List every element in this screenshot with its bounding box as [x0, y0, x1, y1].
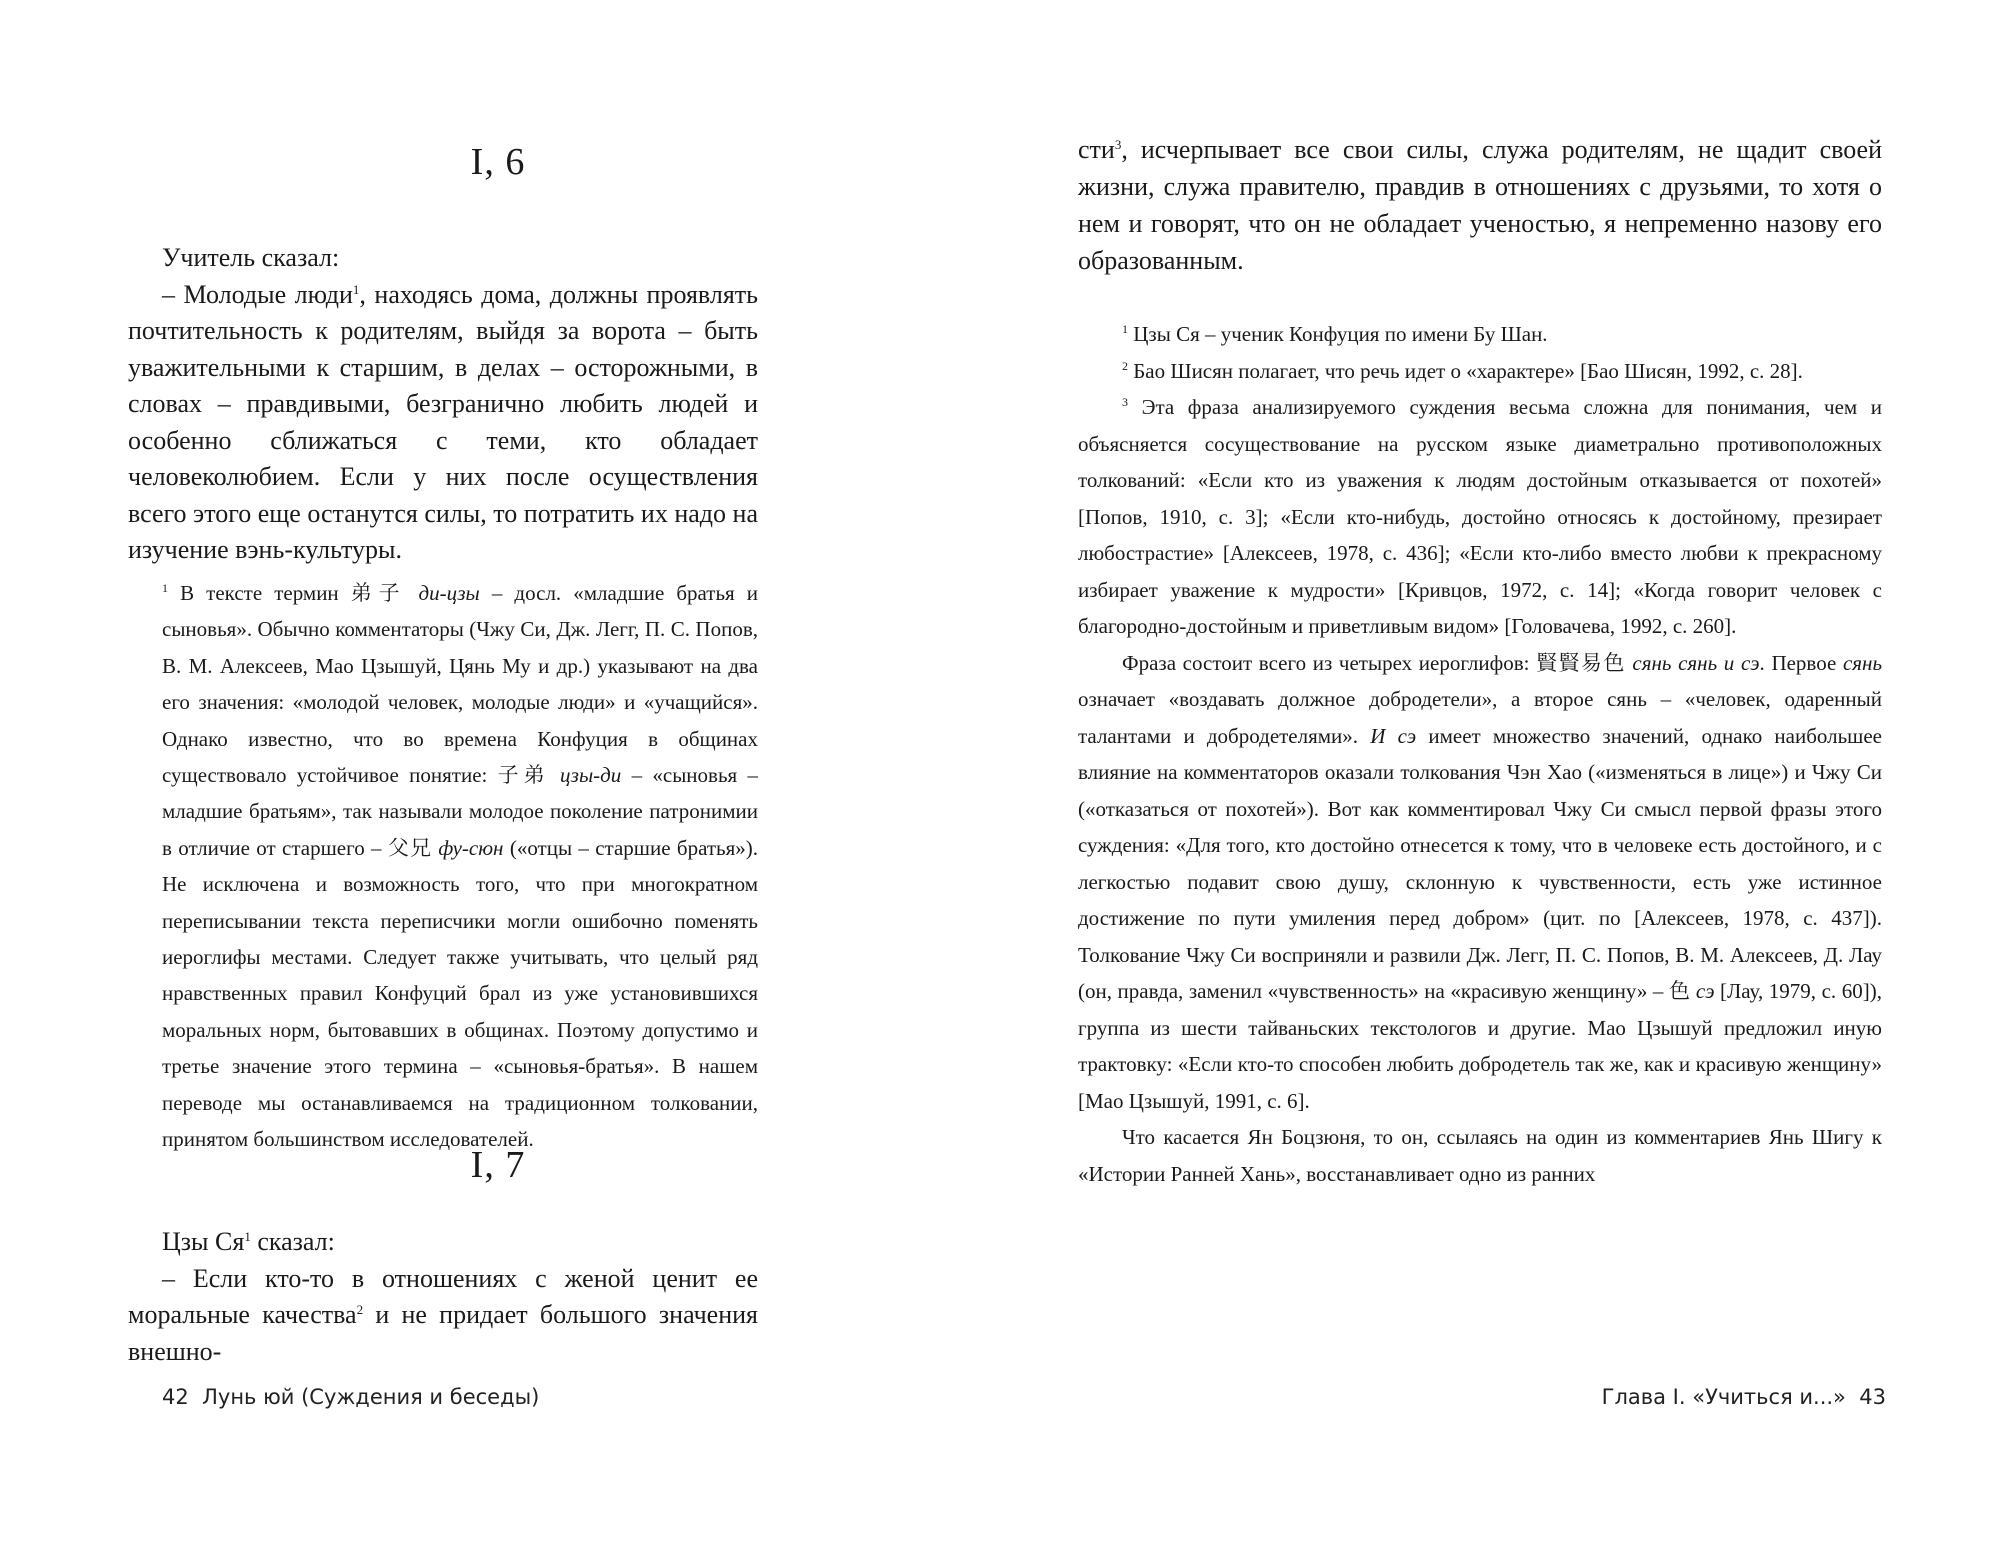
page-footer	[162, 1385, 539, 1409]
page-number: 43	[1859, 1385, 1886, 1409]
footnote-ref: 1	[244, 1229, 251, 1244]
running-title: Лунь юй (Суждения и беседы)	[202, 1385, 540, 1409]
section-heading: I, 6	[470, 141, 526, 183]
quote-paragraph: – Молодые люди$^1$, находясь дома, должны проявлять почтительность к родителям, выйдя за ворота – быть уважительными к старшим, в делах – осторожными, в словах – правдивыми, безгранично любить людей и особенно сближаться с теми, кто обладает человеколюбием. Если у них после осуществления всего этого еще останутся силы, то потратить их надо на изучение вэнь-культуры.	[128, 279, 758, 564]
page-footer	[1602, 1385, 1886, 1409]
footnote-1: $^1$ В тексте термин 弟子 ди-цзы – досл. «младшие братья и сыновья». Обычно комментаторы (Чжу Си, Дж. Легг, П. С. Попов, В. М. Алексеев, Мао Цзышуй, Цянь Му и др.) указывают на два его значения: «молодой человек, молодые люди» и «учащийся». Однако известно, что во времена Конфуция в общинах существовало устойчивое понятие: 子弟 цзы-ди – «сыновья – младшие братьям», так называли молодое поколение патронимии в отличие от старшего – 父兄 фу-сюн («отцы – старшие братья»). Не исключена и возможность того, что при многократном переписывании текста переписчики могли ошибочно поменять иероглифы местами. Следует также учитывать, что целый ряд нравственных правил Конфуций брал из уже установившихся моральных норм, бытовавших в общинах. Поэтому допустимо и третье значение этого термина – «сыновья-братья». В нашем переводе мы останавливаемся на традиционном толковании, принятом большинством исследователей.	[162, 581, 759, 1152]
footnotes-block	[1078, 316, 1882, 1192]
page-number: 42	[162, 1385, 189, 1409]
footnote-ref: 1	[352, 281, 360, 297]
footnote-2: $^2$ Бао Шисян полагает, что речь идет о «характере» [Бао Шисян, 1992, с. 28].	[1122, 358, 1803, 383]
running-title: Глава I. «Учиться и...»	[1601, 1385, 1846, 1409]
chinese-characters: 子弟	[497, 763, 550, 788]
footnote-ref: 3	[1114, 137, 1122, 152]
footnote-ref: 2	[356, 1302, 364, 1317]
chinese-characters: 賢賢易色	[1536, 650, 1626, 675]
footnote-block	[162, 575, 758, 1158]
continuation-text: сти$^3$, исчерпывает все свои силы, служа родителям, не щадит своей жизни, служа правителю, правдив в отношениях с друзьями, то хотя о нем и говорят, что он не обладает ученостью, я непременно назову его образованным.	[1078, 135, 1882, 275]
speaker-line: Цзы $Ся^1$ сказал:	[162, 1227, 335, 1256]
footnote-marker: 1	[162, 581, 168, 595]
main-text-block	[128, 1224, 758, 1370]
quote-paragraph: – Если кто-то в отношениях с женой ценит ее моральные качества$^2$ и не придает большого значения внешно-	[128, 1263, 758, 1366]
section-heading: I, 7	[470, 1144, 526, 1186]
footnote-paragraph: Фраза состоит всего из четырех иероглифов: 賢賢易色 сянь сянь и сэ. Первое сянь означает «воздавать должное добродетели», а второе сянь – «человек, одаренный талантами и добродетелями». И сэ имеет множество значений, однако наибольшее влияние на комментаторов оказали толкования Чэн Хао («изменяться в лице») и Чжу Си («отказаться от похотей»). Вот как комментировал Чжу Си смысл первой фразы этого суждения: «Для того, кто достойно отнесется к тому, что в человеке есть достойного, и с легкостью подавит свою душу, склонную к чувственности, есть уже истинное достижение по пути умиления перед добром» (цит. по [Алексеев, 1978, с. 437]). Толкование Чжу Си восприняли и развили Дж. Легг, П. С. Попов, В. М. Алексеев, Д. Лау (он, правда, заменил «чувственность» на «красивую женщину» – 色 сэ [Лау, 1979, с. 60]), группа из шести тайваньских текстологов и другие. Мао Цзышуй предложил иную трактовку: «Если кто-то способен любить добродетель так же, как и красивую женщину» [Мао Цзышуй, 1991, с. 6].	[1078, 650, 1882, 1113]
chinese-characters: 弟子	[350, 581, 407, 605]
left-page	[0, 0, 996, 1556]
footnote-3: $^3$ Эта фраза анализируемого суждения весьма сложна для понимания, чем и объясняется сосуществование на русском языке диаметрально противоположных толкований: «Если кто из уважения к людям достойным отказывается от похотей» [Попов, 1910, с. 3]; «Если кто-нибудь, достойно относясь к достойному, презирает любострастие» [Алексеев, 1978, с. 436]; «Если кто-либо вместо любви к прекрасному избирает уважение к мудрости» [Кривцов, 1972, с. 14]; «Когда говорит человек с благородно-достойным и приветливым видом» [Головачева, 1992, с. 260].	[1078, 395, 1882, 638]
right-page	[996, 0, 1993, 1556]
footnote-1: $^1$ Цзы Ся – ученик Конфуция по имени Бу Шан.	[1122, 322, 1548, 346]
speaker-line: Учитель сказал:	[162, 243, 340, 272]
chinese-characters: 色	[1669, 979, 1691, 1003]
main-text-block	[128, 240, 758, 569]
footnote-paragraph: Что касается Ян Боцзюня, то он, ссылаясь на один из комментариев Янь Шигу к «Истории Ранней Хань», восстанавливает одно из ранних	[1078, 1125, 1882, 1186]
chinese-characters: 父兄	[387, 835, 433, 860]
